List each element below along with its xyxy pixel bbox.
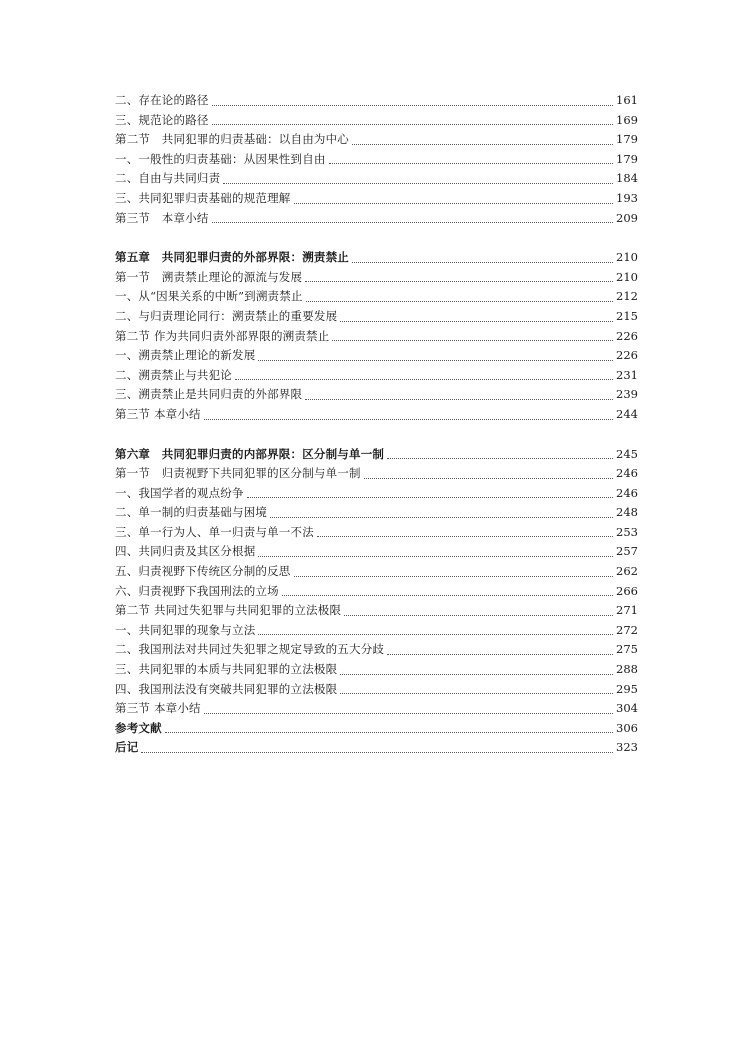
toc-entry-item[interactable]: [115, 523, 638, 543]
toc-entry-title: 第五章 共同犯罪归责的外部界限：溯责禁止: [115, 250, 349, 265]
dot-leader: [344, 615, 613, 616]
toc-entry-page-number: 304: [616, 701, 638, 716]
toc-entry-title: 一、溯责禁止理论的新发展: [115, 348, 256, 363]
toc-entry-page-number: 231: [616, 367, 638, 382]
toc-entry-item[interactable]: [115, 189, 638, 209]
toc-entry-title: 后记: [115, 740, 139, 755]
toc-entry-item[interactable]: [115, 542, 638, 562]
toc-entry-page-number: 184: [616, 171, 638, 186]
dot-leader: [258, 556, 613, 557]
toc-entry-title: 第二节 共同过失犯罪与共同犯罪的立法极限: [115, 603, 342, 618]
dot-leader: [387, 654, 613, 655]
toc-entry-page-number: 257: [616, 544, 638, 559]
toc-entry-title: 三、规范论的路径: [115, 112, 209, 127]
toc-entry-item[interactable]: [115, 91, 638, 111]
toc-entry-title: 一、从“因果关系的中断”到溯责禁止: [115, 289, 303, 304]
toc-entry-title: 第六章 共同犯罪归责的内部界限：区分制与单一制: [115, 446, 385, 461]
toc-entry-title: 第二节 共同犯罪的归责基础：以自由为中心: [115, 132, 349, 147]
dot-leader: [306, 301, 613, 302]
toc-entry-page-number: 248: [616, 505, 638, 520]
toc-entry-chapter[interactable]: [115, 738, 638, 758]
toc-entry-page-number: 288: [616, 662, 638, 677]
toc-entry-page-number: 212: [616, 289, 638, 304]
toc-entry-page-number: 295: [616, 681, 638, 696]
toc-entry-title: 二、单一制的归责基础与困境: [115, 505, 268, 520]
dot-leader: [212, 124, 613, 125]
toc-entry-page-number: 210: [616, 269, 638, 284]
toc-entry-section[interactable]: [115, 209, 638, 229]
toc-entry-item[interactable]: [115, 150, 638, 170]
dot-leader: [270, 517, 613, 518]
toc-entry-title: 五、归责视野下传统区分制的反思: [115, 564, 291, 579]
dot-leader: [305, 281, 613, 282]
dot-leader: [212, 105, 613, 106]
toc-entry-title: 第一节 溯责禁止理论的源流与发展: [115, 269, 303, 284]
toc-group-chapter-five: [115, 248, 638, 424]
toc-spacer: [115, 425, 638, 445]
dot-leader: [223, 183, 613, 184]
toc-entry-section[interactable]: [115, 464, 638, 484]
toc-entry-title: 第一节 归责视野下共同犯罪的区分制与单一制: [115, 466, 361, 481]
toc-entry-page-number: 169: [616, 112, 638, 127]
toc-entry-page-number: 244: [616, 406, 638, 421]
toc-entry-item[interactable]: [115, 346, 638, 366]
toc-group-chapter-six: [115, 445, 638, 759]
toc-entry-item[interactable]: [115, 640, 638, 660]
toc-entry-page-number: 226: [616, 328, 638, 343]
dot-leader: [141, 752, 613, 753]
toc-entry-title: 三、单一行为人、单一归责与单一不法: [115, 524, 314, 539]
toc-entry-item[interactable]: [115, 503, 638, 523]
dot-leader: [282, 595, 613, 596]
toc-entry-item[interactable]: [115, 621, 638, 641]
dot-leader: [204, 419, 613, 420]
toc-entry-title: 第三节 本章小结: [115, 406, 201, 421]
dot-leader: [329, 163, 613, 164]
toc-entry-title: 六、归责视野下我国刑法的立场: [115, 583, 279, 598]
toc-entry-item[interactable]: [115, 169, 638, 189]
dot-leader: [340, 674, 613, 675]
table-of-contents: [115, 91, 638, 758]
dot-leader: [340, 693, 613, 694]
dot-leader: [387, 458, 613, 459]
toc-entry-page-number: 239: [616, 387, 638, 402]
toc-entry-title: 二、存在论的路径: [115, 93, 209, 107]
toc-entry-page-number: 275: [616, 642, 638, 657]
toc-entry-title: 三、溯责禁止是共同归责的外部界限: [115, 387, 303, 402]
toc-entry-page-number: 193: [616, 190, 638, 205]
toc-entry-title: 第三节 本章小结: [115, 701, 201, 716]
toc-entry-title: 四、共同归责及其区分根据: [115, 544, 256, 559]
toc-entry-title: 二、与归责理论同行：溯责禁止的重要发展: [115, 308, 338, 323]
dot-leader: [317, 536, 613, 537]
toc-entry-item[interactable]: [115, 366, 638, 386]
toc-entry-item[interactable]: [115, 582, 638, 602]
toc-group-chapter-four-end: [115, 91, 638, 228]
toc-entry-title: 第二节 作为共同归责外部界限的溯责禁止: [115, 328, 330, 343]
dot-leader: [212, 222, 613, 223]
dot-leader: [352, 262, 613, 263]
toc-entry-page-number: 179: [616, 151, 638, 166]
toc-entry-section[interactable]: [115, 699, 638, 719]
toc-entry-page-number: 266: [616, 583, 638, 598]
dot-leader: [165, 732, 613, 733]
dot-leader: [352, 144, 613, 145]
toc-entry-page-number: 226: [616, 348, 638, 363]
toc-entry-chapter[interactable]: [115, 445, 638, 465]
toc-entry-item[interactable]: [115, 385, 638, 405]
toc-entry-item[interactable]: [115, 484, 638, 504]
toc-entry-item[interactable]: [115, 660, 638, 680]
toc-entry-item[interactable]: [115, 287, 638, 307]
toc-entry-section[interactable]: [115, 601, 638, 621]
toc-entry-page-number: 179: [616, 132, 638, 147]
toc-entry-section[interactable]: [115, 268, 638, 288]
toc-entry-title: 一、我国学者的观点纷争: [115, 485, 244, 500]
toc-entry-page-number: 161: [616, 93, 638, 107]
toc-entry-page-number: 272: [616, 622, 638, 637]
toc-entry-title: 一、一般性的归责基础：从因果性到自由: [115, 151, 326, 166]
toc-entry-title: 二、自由与共同归责: [115, 171, 221, 186]
dot-leader: [305, 399, 613, 400]
toc-entry-chapter[interactable]: [115, 248, 638, 268]
dot-leader: [364, 478, 613, 479]
dot-leader: [340, 321, 613, 322]
toc-entry-page-number: 209: [616, 210, 638, 225]
toc-entry-page-number: 215: [616, 308, 638, 323]
toc-entry-page-number: 306: [616, 720, 638, 735]
toc-entry-title: 四、我国刑法没有突破共同犯罪的立法极限: [115, 681, 338, 696]
toc-entry-title: 二、我国刑法对共同过失犯罪之规定导致的五大分歧: [115, 642, 385, 657]
toc-spacer: [115, 228, 638, 248]
dot-leader: [294, 576, 614, 577]
toc-entry-page-number: 271: [616, 603, 638, 618]
toc-entry-title: 二、溯责禁止与共犯论: [115, 367, 232, 382]
toc-entry-page-number: 245: [616, 446, 638, 461]
toc-entry-item[interactable]: [115, 307, 638, 327]
toc-entry-item[interactable]: [115, 680, 638, 700]
dot-leader: [235, 379, 613, 380]
toc-entry-title: 三、共同犯罪的本质与共同犯罪的立法极限: [115, 662, 338, 677]
dot-leader: [247, 497, 613, 498]
dot-leader: [294, 203, 614, 204]
toc-entry-item[interactable]: [115, 562, 638, 582]
toc-entry-page-number: 323: [616, 740, 638, 755]
dot-leader: [258, 634, 613, 635]
toc-entry-section[interactable]: [115, 327, 638, 347]
toc-entry-title: 第三节 本章小结: [115, 210, 209, 225]
toc-entry-item[interactable]: [115, 111, 638, 131]
dot-leader: [258, 360, 613, 361]
dot-leader: [204, 713, 613, 714]
toc-entry-title: 参考文献: [115, 720, 162, 735]
toc-entry-chapter[interactable]: [115, 719, 638, 739]
toc-entry-title: 一、共同犯罪的现象与立法: [115, 622, 256, 637]
toc-entry-section[interactable]: [115, 405, 638, 425]
dot-leader: [332, 340, 613, 341]
toc-entry-title: 三、共同犯罪归责基础的规范理解: [115, 190, 291, 205]
toc-entry-section[interactable]: [115, 130, 638, 150]
toc-entry-page-number: 262: [616, 564, 638, 579]
toc-entry-page-number: 246: [616, 485, 638, 500]
toc-entry-page-number: 253: [616, 524, 638, 539]
toc-entry-page-number: 246: [616, 466, 638, 481]
toc-entry-page-number: 210: [616, 250, 638, 265]
